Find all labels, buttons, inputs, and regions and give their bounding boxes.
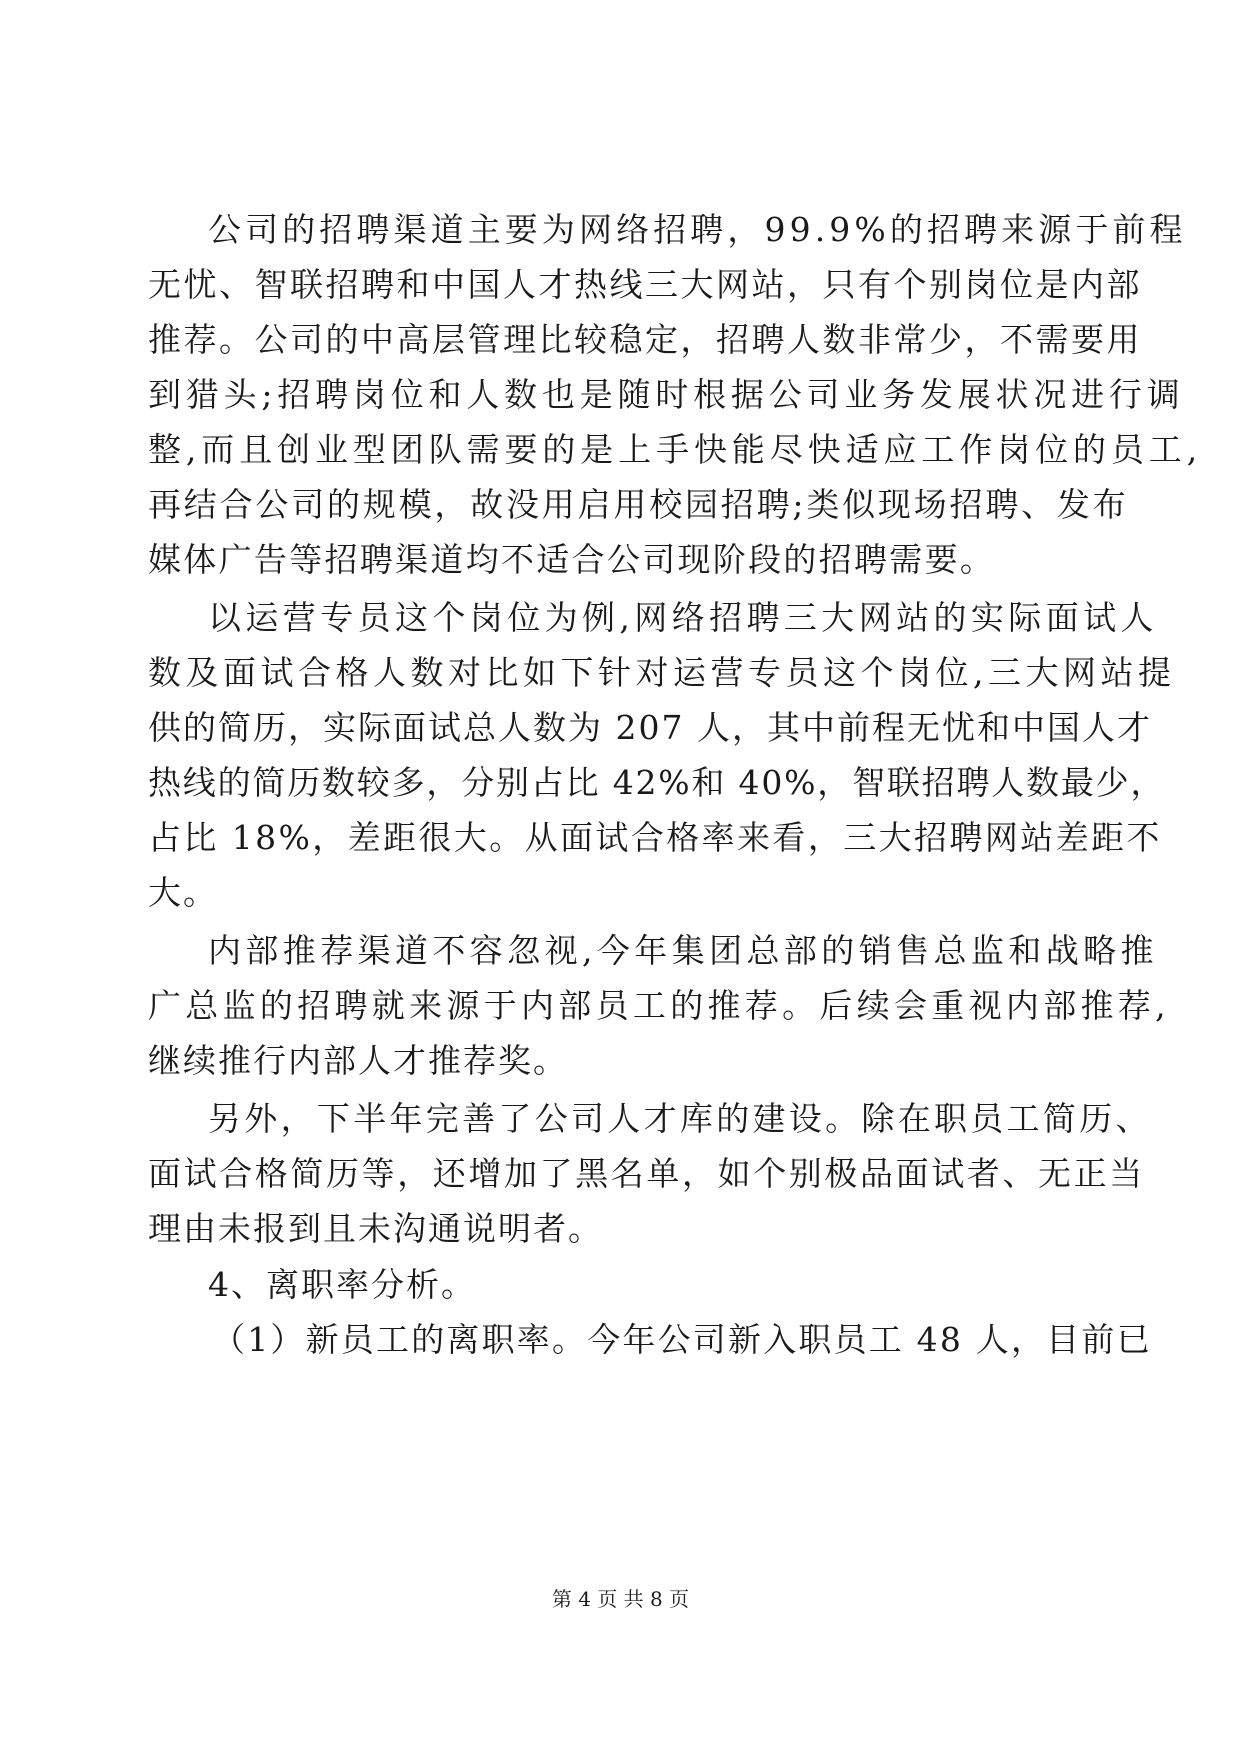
body-text-line: 广总监的招聘就来源于内部员工的推荐。后续会重视内部推荐, [148, 986, 1170, 1025]
body-text-line: 数及面试合格人数对比如下针对运营专员这个岗位,三大网站提 [148, 653, 1176, 692]
body-text-line: 公司的招聘渠道主要为网络招聘，99.9%的招聘来源于前程 [208, 210, 1187, 249]
body-text-line: 供的简历，实际面试总人数为 207 人，其中前程无忧和中国人才 [148, 708, 1152, 747]
body-text-line: 到猎头;招聘岗位和人数也是随时根据公司业务发展状况进行调 [148, 375, 1185, 414]
section-heading: 4、离职率分析。 [208, 1265, 476, 1304]
body-text-line: 大。 [148, 873, 218, 912]
body-text-line: 整,而且创业型团队需要的是上手快能尽快适应工作岗位的员工, [148, 430, 1203, 469]
page-number-footer: 第 4 页 共 8 页 [551, 1587, 690, 1611]
body-text-line: 理由未报到且未沟通说明者。 [148, 1209, 603, 1248]
body-text-line: 以运营专员这个岗位为例,网络招聘三大网站的实际面试人 [208, 598, 1158, 637]
body-text-line: （1）新员工的离职率。今年公司新入职员工 48 人，目前已 [212, 1320, 1152, 1359]
body-text-line: 继续推行内部人才推荐奖。 [148, 1041, 568, 1080]
body-text-line: 热线的简历数较多，分别占比 42%和 40%，智联招聘人数最少， [148, 763, 1166, 802]
body-text-line: 内部推荐渠道不容忽视,今年集团总部的销售总监和战略推 [208, 931, 1158, 970]
body-text-line: 再结合公司的规模，故没用启用校园招聘;类似现场招聘、发布 [148, 485, 1129, 524]
body-text-line: 面试合格简历等，还增加了黑名单，如个别极品面试者、无正当 [148, 1154, 1145, 1193]
body-text-line: 另外，下半年完善了公司人才库的建设。除在职员工简历、 [208, 1099, 1152, 1138]
body-text-line: 推荐。公司的中高层管理比较稳定，招聘人数非常少，不需要用 [148, 320, 1142, 359]
body-text-line: 媒体广告等招聘渠道均不适合公司现阶段的招聘需要。 [148, 540, 996, 579]
body-text-line: 无忧、智联招聘和中国人才热线三大网站，只有个别岗位是内部 [148, 265, 1142, 304]
body-text-line: 占比 18%，差距很大。从面试合格率来看，三大招聘网站差距不 [148, 818, 1162, 857]
